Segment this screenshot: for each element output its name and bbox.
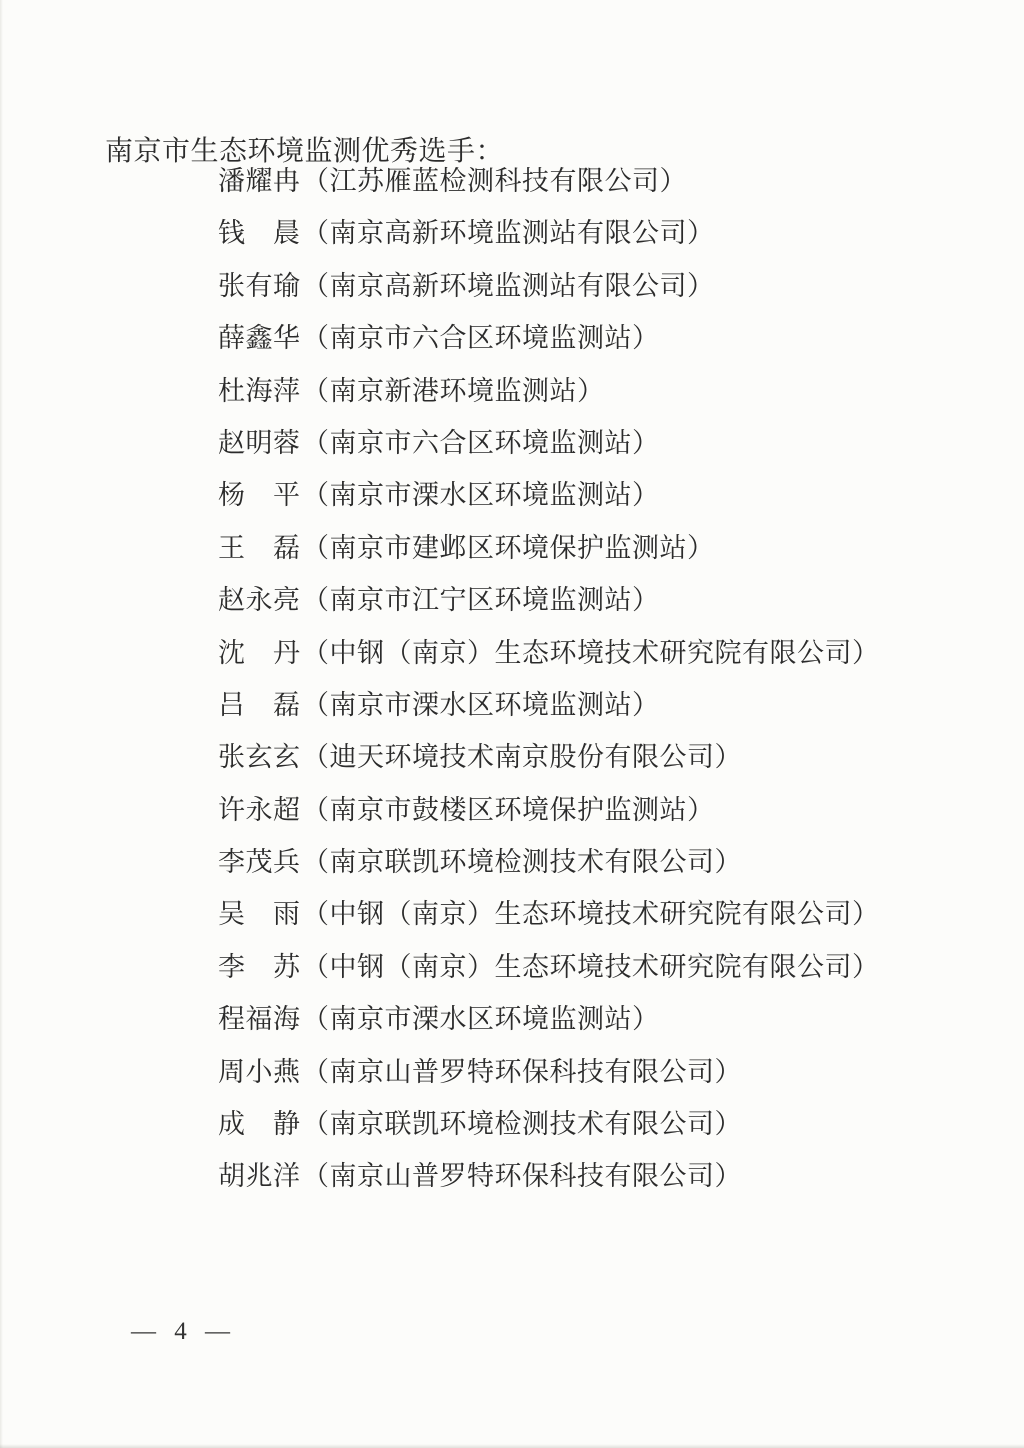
contestant-organization: （南京市溧水区环境监测站） [302, 689, 660, 720]
contestant-list-item [218, 155, 880, 207]
contestant-list-item [218, 574, 880, 626]
contestant-name: 程福海 [218, 1004, 301, 1035]
contestant-name: 李 苏 [218, 951, 301, 982]
contestant-list-item [218, 627, 880, 679]
contestant-organization: （江苏雁蓝检测科技有限公司） [302, 166, 687, 196]
contestant-list-item [218, 260, 880, 312]
contestant-organization: （中钢（南京）生态环境技术研究院有限公司） [302, 899, 880, 930]
contestant-name: 成 静 [218, 1109, 301, 1140]
contestant-name: 赵永亮 [218, 585, 301, 616]
contestant-name: 钱 晨 [218, 218, 301, 249]
section-heading: 南京市生态环境监测优秀选手： [105, 136, 505, 167]
contestant-name: 许永超 [218, 794, 301, 825]
contestant-name: 吕 磊 [218, 689, 301, 720]
contestant-organization: （南京市六合区环境监测站） [302, 323, 660, 354]
contestant-organization: （南京市六合区环境监测站） [302, 427, 660, 458]
contestant-name: 薛鑫华 [218, 323, 301, 354]
contestant-organization: （南京山普罗特环保科技有限公司） [302, 1161, 742, 1192]
contestant-organization: （南京市江宁区环境监测站） [302, 585, 660, 616]
contestant-organization: （南京市溧水区环境监测站） [302, 1004, 660, 1035]
contestant-list-item [218, 365, 880, 417]
contestant-organization: （南京市溧水区环境监测站） [302, 480, 660, 511]
contestant-organization: （中钢（南京）生态环境技术研究院有限公司） [302, 637, 880, 668]
contestant-list-item [218, 888, 880, 940]
contestant-name: 周小燕 [218, 1056, 301, 1087]
contestant-name: 李茂兵 [218, 847, 301, 878]
contestant-list-item [218, 679, 880, 731]
contestant-organization: （南京联凯环境检测技术有限公司） [302, 847, 742, 878]
contestant-organization: （南京高新环境监测站有限公司） [302, 270, 715, 301]
contestant-list-item [218, 784, 880, 836]
contestant-organization: （南京山普罗特环保科技有限公司） [302, 1056, 742, 1087]
contestant-organization: （迪天环境技术南京股份有限公司） [302, 742, 742, 773]
contestant-organization: （南京市鼓楼区环境保护监测站） [302, 794, 715, 825]
page-number: — 4 — [131, 1318, 236, 1345]
contestant-list-item [218, 417, 880, 469]
contestant-name: 杜海萍 [218, 375, 301, 406]
scan-edge-artifact-left [0, 0, 3, 1448]
contestant-name: 潘耀冉 [218, 166, 301, 196]
scan-edge-artifact-bottom [0, 1444, 1024, 1448]
contestant-name: 张玄玄 [218, 742, 301, 773]
contestant-list-item [218, 1046, 880, 1098]
contestant-name: 张有瑜 [218, 270, 301, 301]
contestant-name: 吴 雨 [218, 899, 301, 930]
contestant-list-item [218, 207, 880, 259]
contestant-name: 沈 丹 [218, 637, 301, 668]
contestant-list-item [218, 1098, 880, 1150]
contestant-list [218, 155, 880, 1203]
contestant-organization: （南京高新环境监测站有限公司） [302, 218, 715, 249]
contestant-organization: （南京联凯环境检测技术有限公司） [302, 1109, 742, 1140]
contestant-list-item [218, 1150, 880, 1202]
contestant-list-item [218, 941, 880, 993]
contestant-organization: （南京新港环境监测站） [302, 375, 605, 406]
contestant-list-item [218, 469, 880, 521]
contestant-list-item [218, 993, 880, 1045]
contestant-list-item [218, 836, 880, 888]
contestant-organization: （南京市建邺区环境保护监测站） [302, 532, 715, 563]
contestant-organization: （中钢（南京）生态环境技术研究院有限公司） [302, 951, 880, 982]
contestant-name: 王 磊 [218, 532, 301, 563]
contestant-name: 胡兆洋 [218, 1161, 301, 1192]
contestant-name: 杨 平 [218, 480, 301, 511]
contestant-list-item [218, 731, 880, 783]
contestant-list-item [218, 522, 880, 574]
contestant-name: 赵明蓉 [218, 427, 301, 458]
contestant-list-item [218, 312, 880, 364]
